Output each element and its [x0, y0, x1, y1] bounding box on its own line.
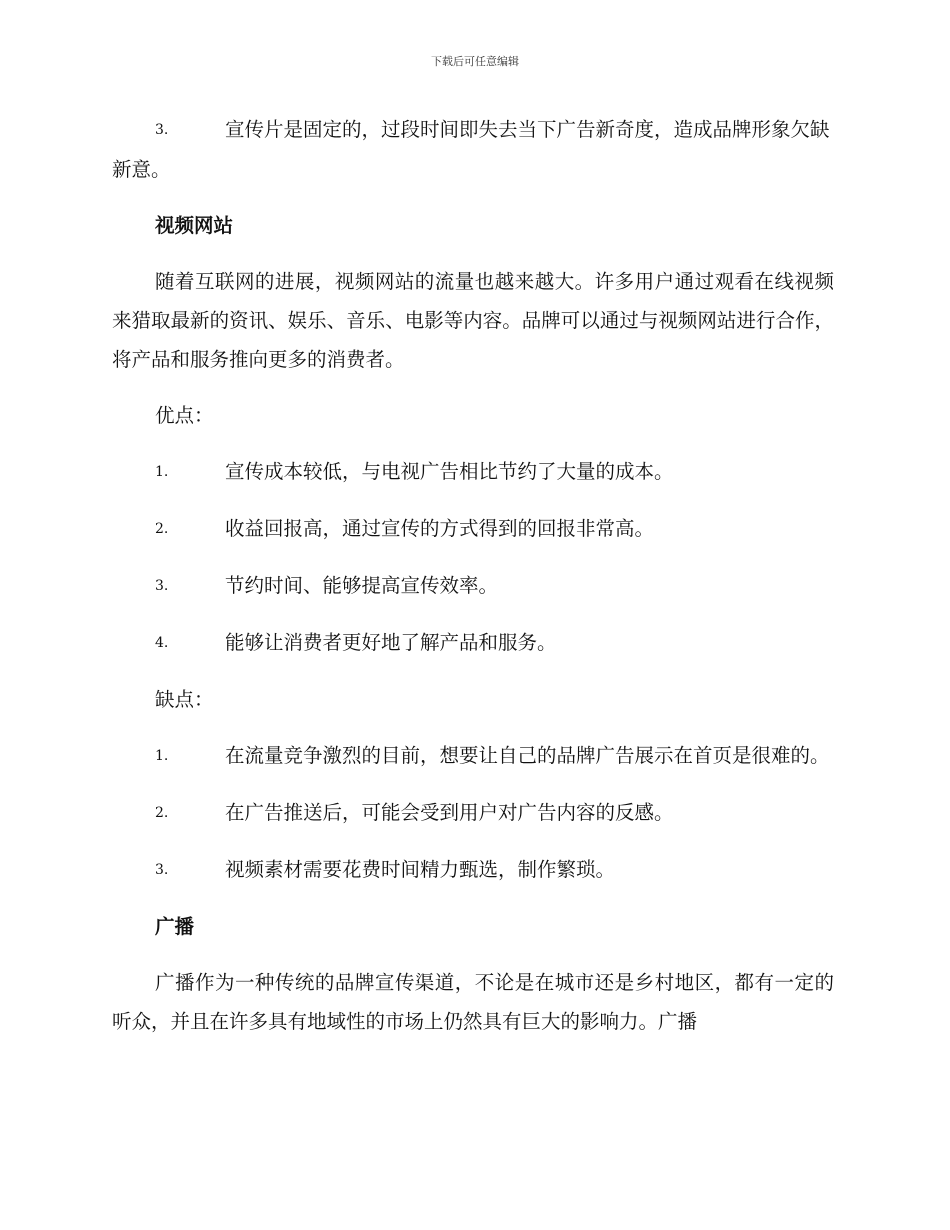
list-text: 宣传成本较低，与电视广告相比节约了大量的成本。: [225, 460, 674, 483]
section-heading-video-sites: 视频网站: [155, 214, 234, 237]
list-text: 在广告推送后，可能会受到用户对广告内容的反感。: [225, 801, 674, 824]
pros-item-2: [112, 509, 834, 549]
radio-paragraph: 广播作为一种传统的品牌宣传渠道，不论是在城市还是乡村地区，都有一定的听众，并且在许多具有地域性的市场上仍然具有巨大的影响力。广播: [112, 971, 834, 1033]
list-number: 3.: [155, 862, 169, 878]
list-text: 宣传片是固定的，过段时间即失去当下广告新奇度，造成品牌形象欠缺新意。: [112, 118, 830, 181]
list-text: 在流量竞争激烈的目前，想要让自己的品牌广告展示在首页是很难的。: [225, 744, 830, 767]
list-item-disadvantage-3: [112, 110, 834, 189]
list-number: 1.: [155, 748, 169, 764]
video-sites-paragraph: 随着互联网的进展，视频网站的流量也越来越大。许多用户通过观看在线视频来猎取最新的资讯、娱乐、音乐、电影等内容。品牌可以通过与视频网站进行合作，将产品和服务推向更多的消费者。: [112, 270, 834, 371]
cons-item-3: [112, 850, 834, 890]
list-number: 1.: [155, 464, 169, 480]
document-body: [112, 110, 834, 1058]
pros-item-1: [112, 452, 834, 492]
section-heading-radio: 广播: [155, 915, 195, 938]
list-text: 节约时间、能够提高宣传效率。: [225, 574, 499, 597]
list-number: 4.: [155, 635, 169, 651]
list-number: 3.: [155, 578, 169, 594]
list-number: 2.: [155, 521, 169, 537]
cons-label: 缺点：: [155, 688, 214, 711]
page-header: 下载后可任意编辑: [431, 55, 519, 68]
cons-item-2: [112, 793, 834, 833]
list-number: 3.: [155, 122, 169, 138]
list-text: 视频素材需要花费时间精力甄选，制作繁琐。: [225, 858, 616, 881]
pros-label: 优点：: [155, 404, 214, 427]
pros-item-3: [112, 566, 834, 606]
pros-item-4: [112, 623, 834, 663]
list-number: 2.: [155, 805, 169, 821]
list-text: 收益回报高，通过宣传的方式得到的回报非常高。: [225, 517, 655, 540]
cons-item-1: [112, 736, 834, 776]
list-text: 能够让消费者更好地了解产品和服务。: [225, 631, 557, 654]
